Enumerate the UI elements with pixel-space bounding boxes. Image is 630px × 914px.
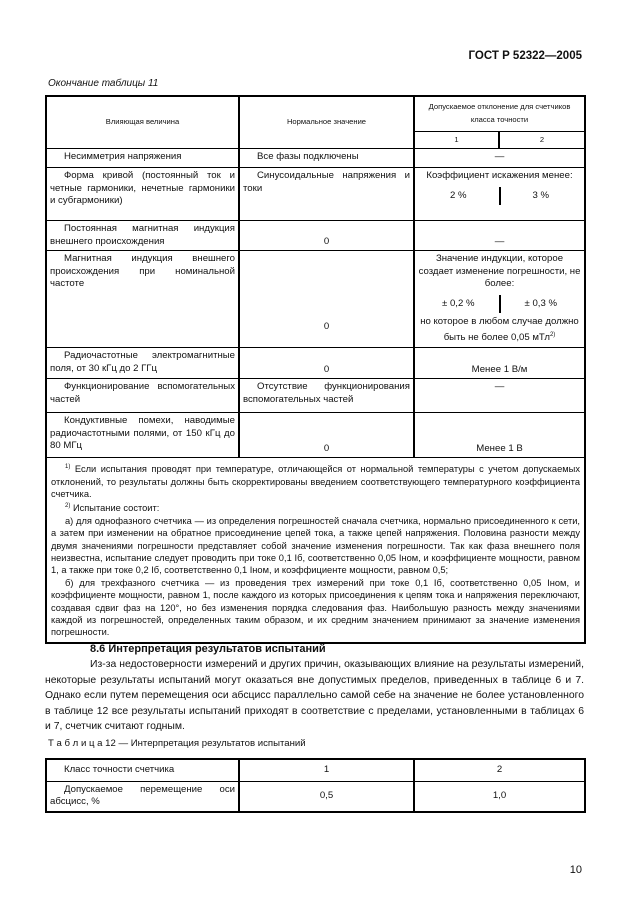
cell-normal: 0 [239,413,414,458]
page-number: 10 [569,864,582,876]
cell-deviation: — [414,149,585,168]
table-row [46,348,585,379]
footnote-marker: 2) [65,503,71,510]
cell-label: Допускаемое перемещение оси абсцисс, % [46,781,239,812]
cell-value: 1 [239,759,414,781]
cell-quantity: Форма кривой (постоянный ток и четные гармоники, нечетные гармоники и субгармоники) [46,168,239,221]
deviation-text: Значение индукции, которое создает изменение погрешности, не более: [418,253,581,289]
table-12-caption: Т а б л и ц а 12 — Интерпретация результатов испытаний [48,738,306,749]
col-header-class-2: 2 [499,131,585,149]
cell-deviation: — [414,379,585,413]
deviation-class-1: ± 0,2 % [418,295,501,314]
cell-normal: Отсутствие функционирования вспомогательных частей [239,379,414,413]
cell-normal: 0 [239,348,414,379]
cell-value: 2 [414,759,585,781]
cell-value: 1,0 [414,781,585,812]
footnote-1: Если испытания проводят при температуре, отличающейся от нормальной температуры с учетом допускаемых отклонений, то результаты должны быть скорректированы введением соответствующего температурного коэффициента счетчика. [51,464,580,499]
table-row [46,168,585,221]
cell-normal: 0 [239,221,414,251]
cell-value: 0,5 [239,781,414,812]
document-header: ГОСТ Р 52322—2005 [468,50,582,62]
cell-quantity: Функционирование вспомогательных частей [46,379,239,413]
deviation-class-1: 2 % [418,187,501,206]
section-paragraph: Из-за недостоверности измерений и других причин, оказывающих влияние на результаты измерений, некоторые результаты испытаний могут оказаться вне допустимых пределов, приведенных в таблице 6 и 7. Однако если путем перемещения оси абсцисс параллельно самой себе на значение не более установленного в таблице 12 все результаты испытаний приходят в соответствие с пределами, установленными в таблицах 6 и 7, счетчик считают годным. [45,659,584,733]
cell-deviation: — [414,221,585,251]
cell-label: Класс точности счетчика [46,759,239,781]
table-footnotes [46,458,585,643]
cell-quantity: Несимметрия напряжения [46,149,239,168]
cell-quantity: Кондуктивные помехи, наводимые радиочастотными полями, от 150 кГц до 80 МГц [46,413,239,458]
cell-quantity: Постоянная магнитная индукция внешнего происхождения [46,221,239,251]
footnote-2: Испытание состоит: [72,503,160,514]
col-header-normal: Нормальное значение [239,96,414,149]
table-continuation-label: Окончание таблицы 11 [48,78,159,89]
cell-quantity: Магнитная индукция внешнего происхождения при номинальной частоте [46,251,239,348]
cell-normal: 0 [239,251,414,348]
cell-normal: Все фазы подключены [239,149,414,168]
footnote-ref: 2) [549,331,556,338]
table-12 [45,758,586,813]
footnote-2b: б) для трехфазного счетчика — из проведения трех измерений при токе 0,1 Iб, соответственно 0,05 Iном, и коэффициенте мощности, равном 1, после каждого из которых присоединения к цепям тока и напряжения переключают, создавая сдвиг фаз на 120°, но без изменения порядка следования фаз. Наибольшую разность между значениями каждой из погрешностей, определенных таким образом, и их средним значением принимают за значение изменения погрешности. [51,577,580,638]
cell-deviation: Менее 1 В [414,413,585,458]
footnote-2a: а) для однофазного счетчика — из определения погрешностей сначала счетчика, нормально присоединенного к сети, а затем при изменении на обратное присоединение цепей тока, а также цепей напряжения. Половина разности между двумя значениями погрешности представляет собой значение изменения погрешности. Так как фаза внешнего поля неизвестна, испытание следует проводить при токе 0,1 Iб, соответственно 0,05 Iном, и коэффициенте мощности, равном 1, а также при токе 0,2 Iб, соответственно 0,1 Iном, и коэффициенте мощности, равном 0,5; [51,515,580,576]
cell-deviation [414,168,585,221]
table-row [46,221,585,251]
table-row [46,759,585,781]
deviation-text: Коэффициент искажения менее: [426,170,573,181]
cell-deviation: Менее 1 В/м [414,348,585,379]
cell-normal: Синусоидальные напряжения и токи [239,168,414,221]
col-header-deviation: Допускаемое отклонение для счетчиков класса точности [414,96,585,131]
section-heading: 8.6 Интерпретация результатов испытаний [90,643,326,655]
table-row [46,379,585,413]
deviation-limit: но которое в любом случае должно быть не более 0,05 мТл [420,316,579,343]
deviation-class-2: 3 % [532,189,550,201]
cell-deviation [414,251,585,348]
footnote-marker: 1) [65,464,71,470]
table-11 [45,95,586,644]
table-row [46,149,585,168]
table-row [46,251,585,348]
deviation-class-2: ± 0,3 % [524,297,557,309]
cell-quantity: Радиочастотные электромагнитные поля, от 30 кГц до 2 ГГц [46,348,239,379]
table-row [46,781,585,812]
col-header-quantity: Влияющая величина [46,96,239,149]
col-header-class-1: 1 [414,131,499,149]
table-row [46,413,585,458]
